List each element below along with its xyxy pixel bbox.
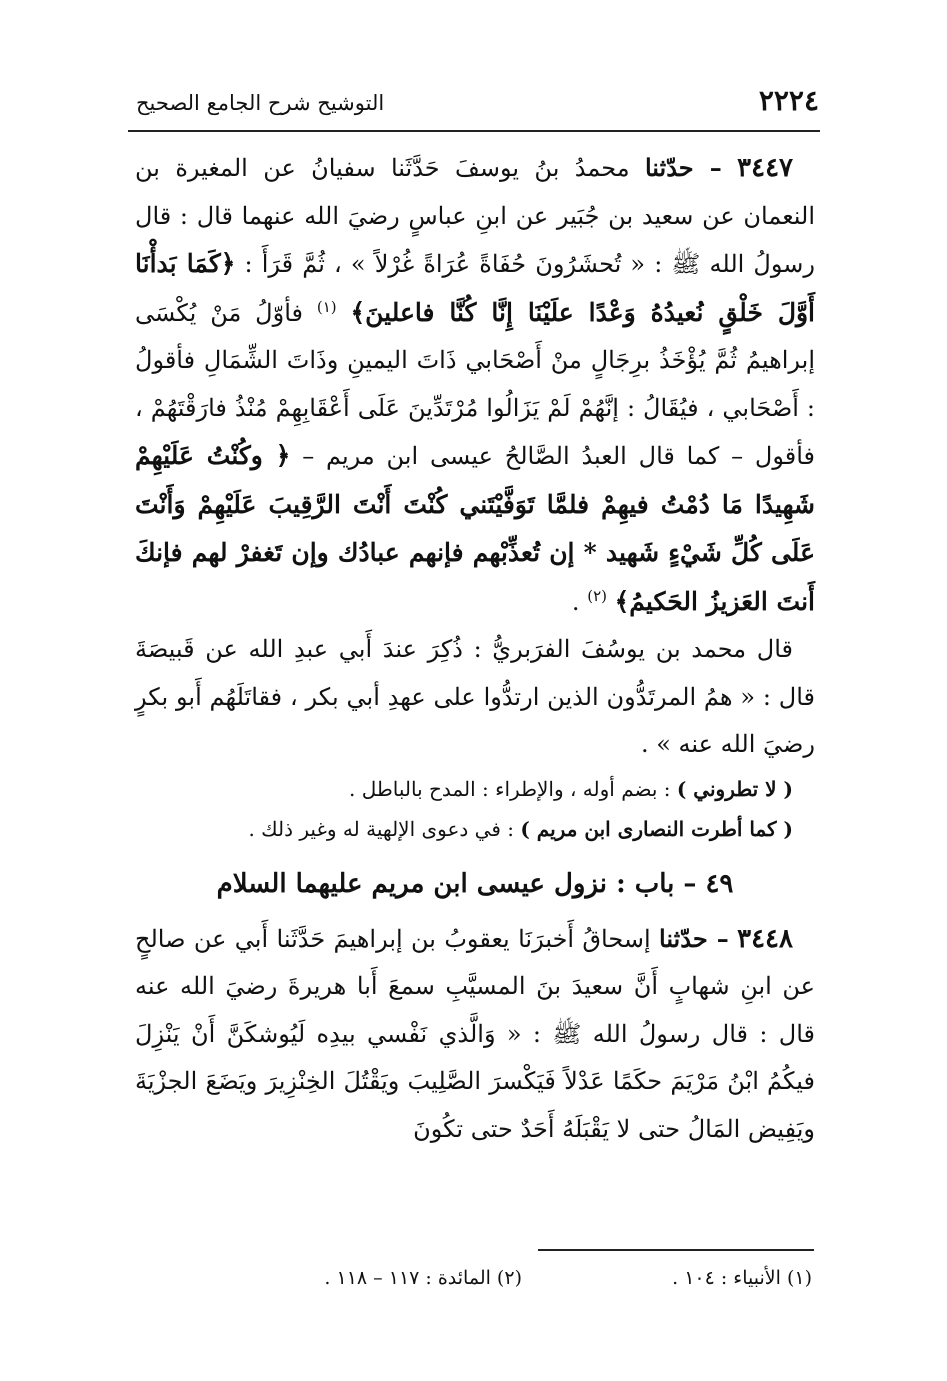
quran-verse: ﴿ وكُنْتُ عَلَيْهِمْ شَهِيدًا مَا دُمْتُ فيهِمْ فلمَّا تَوَفَّيْتَني كُنْتَ أَنْتَ الرَّقِيبَ عَلَيْهِمْ وَأَنْتَ عَلَى كُلِّ شَيْءٍ شَهيد * إن تُعذِّبْهم فإنهم عبادُك وإن تَغفرْ لهم فإنكَ أَنتَ العَزيزُ الحَكيمُ﴾ (135, 441, 815, 616)
page-body (135, 144, 815, 1153)
gloss-note (135, 809, 815, 849)
hadith-lead: – حدّثنا (644, 153, 722, 182)
hadith-text: . (571, 587, 580, 616)
gloss-text: : في دعوى الإلهية له وغير ذلك . (248, 816, 514, 841)
hadith-text: إسحاقُ أَخبرَنَا يعقوبُ بن إبراهيمَ حَدَّثَنا أَبي عن صالحٍ عن ابنِ شهابٍ أَنَّ سعيدَ بنَ المسيَّبِ سمعَ أَبا هريرةَ رضيَ الله عنه قال : قال رسولُ الله ﷺ : « وَالَّذي نَفْسي بيدِه لَيُوشكَنَّ أَنْ يَنْزِلَ فيكُمُ ابْنُ مَرْيَمَ حكَمًا عَدْلاً فَيَكْسرَ الصَّلِيبَ ويَقْتُلَ الخِنْزِيرَ ويَضَعَ الجزْيَةَ ويَفِيض المَالُ حتى لا يَقْبَلَهُ أَحَدٌ حتى تكُونَ (135, 924, 815, 1143)
header-rule (128, 130, 820, 132)
running-title: التوشيح شرح الجامع الصحيح (136, 91, 385, 115)
hadith-number: ٣٤٤٧ (737, 153, 793, 183)
footnote-rule (538, 1249, 814, 1251)
hadith-lead: – حدّثنا (659, 923, 729, 953)
page-number: ٢٢٢٤ (758, 84, 819, 117)
hadith-3447 (135, 144, 815, 626)
gloss-term: ( كما أطرت النصارى ابن مريم ) (520, 816, 793, 841)
hadith-text: محمدُ بنُ يوسفَ حَدَّثَنا سفيانُ عن المغيرة بن النعمان عن سعيد بن جُبَير عن ابنِ عباسٍ رضيَ الله عنهما قال : قال رسولُ الله ﷺ : « تُحشَرُونَ حُفَاةً عُرَاةً غُرْلاً » ، ثُمَّ قَرَأَ : (135, 154, 815, 278)
hadith-text: فأوّلُ مَنْ يُكْسَى إبراهيمُ ثُمَّ يُؤْخَذُ برِجَالٍ منْ أَصْحَابي ذَاتَ اليمينِ وذَاتَ الشِّمَالِ فأقولُ : أَصْحَابي ، فيُقَالُ : إنَّهُمْ لَمْ يَزَالُوا مُرْتَدِّينَ عَلَى أَعْقَابِهِمْ مُنْذُ فارَقْتَهُمْ ، فأقول – كما قال العبدُ الصَّالحُ عيسى ابن مريم – (135, 298, 815, 470)
gloss-text: : بضم أوله ، والإطراء : المدح بالباطل . (349, 776, 671, 801)
footnote-2: (٢) المائدة : ١١٧ – ١١٨ . (324, 1267, 522, 1289)
gloss-term: ( لا تطروني ) (676, 776, 793, 801)
footnote-ref: (١) (316, 297, 337, 316)
quran-verse: ﴿كَمَا بَدأْنَا أَوَّلَ خَلْقٍ نُعيدُهُ وَعْدًا علَيْنَا إِنَّا كُنَّا فاعلينَ﴾ (135, 249, 816, 327)
farabri-note: قال محمد بن يوسُفَ الفرَبريُّ : ذُكِرَ عندَ أَبي عبدِ الله عن قَبيصَةَ قال : « همُ المرتَدُّون الذين ارتدُّوا على عهدِ أبي بكر ، فقاتَلَهُم أَبو بكرٍ رضيَ الله عنه » . (135, 635, 815, 758)
gloss-note (135, 769, 815, 809)
hadith-number: ٣٤٤٨ (737, 923, 793, 954)
footnote-1: (١) الأنبياء : ١٠٤ . (672, 1267, 812, 1289)
footnotes (200, 1263, 812, 1293)
page-header (128, 78, 819, 122)
chapter-heading: ٤٩ – باب : نزول عيسى ابن مريم عليهما السلام (216, 868, 734, 899)
footnote-ref: (٢) (587, 586, 607, 605)
hadith-3448 (135, 915, 815, 1154)
